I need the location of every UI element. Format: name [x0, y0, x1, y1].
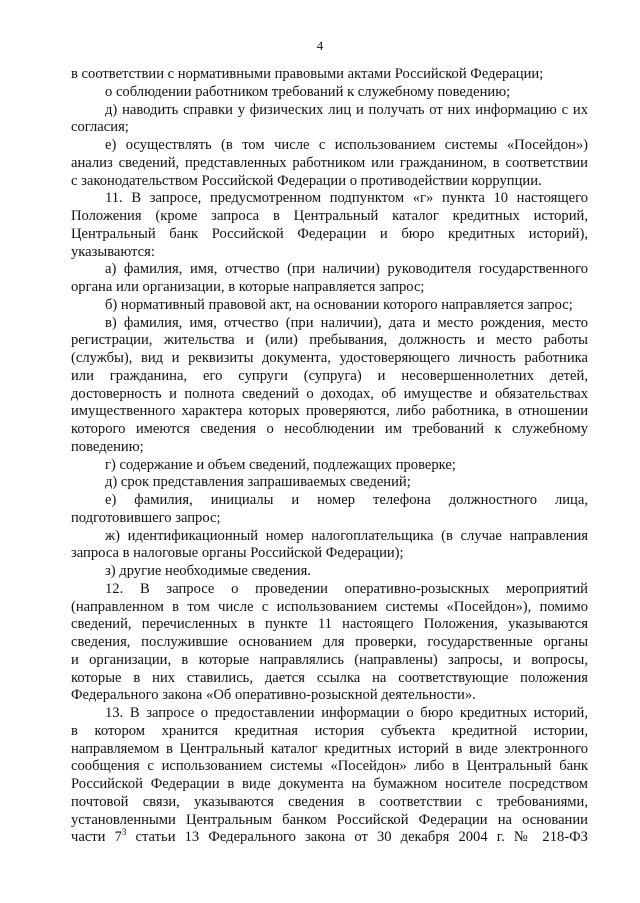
- text-line: Центральный банк Российской Федерации и бюро кредитных историй),: [71, 225, 588, 242]
- text-line: с законодательством Российской Федерации о противодействии коррупции.: [71, 172, 542, 189]
- text-line: б) нормативный правовой акт, на основании которого направляется запрос;: [105, 296, 573, 313]
- text-line: в) фамилия, имя, отчество (при наличии), дата и место рождения, место: [105, 314, 588, 331]
- text-line: органа или организации, в которые направляется запрос;: [71, 279, 425, 295]
- text-line: имущественного характера которых проверяются, либо работника, в отношении: [71, 403, 588, 420]
- text-line: анализ сведений, представленных работником или гражданином, в соответствии: [71, 154, 588, 171]
- text-line: запроса в налоговые органы Российской Федерации);: [71, 545, 404, 562]
- text-line: (направленном в том числе с использованием системы «Посейдон»), помимо: [71, 598, 588, 615]
- body-text: [71, 66, 588, 847]
- text-line: сведений, перечисленных в пункте 11 настоящего Положения, указываются: [71, 616, 588, 633]
- text-line: направляемом в Центральный каталог кредитных историй в виде электронного: [71, 740, 588, 757]
- text-line: поведению;: [71, 438, 144, 455]
- text-line: подготовившего запрос;: [71, 509, 221, 526]
- text-line: согласия;: [71, 119, 129, 136]
- text-line: сведения, послужившие основанием для проверки, государственные органы: [71, 634, 588, 650]
- text-line: ж) идентификационный номер налогоплательщика (в случае направления: [105, 527, 588, 544]
- text-line: 13. В запросе о предоставлении информации о бюро кредитных историй,: [105, 705, 588, 721]
- text-line: почтовой связи, указываются сведения в соответствии с требованиями,: [71, 793, 588, 810]
- text-line: и организации, в которые направлялись (направлены) запросы, и вопросы,: [71, 651, 588, 668]
- text-line: е) фамилия, инициалы и номер телефона должностного лица,: [105, 492, 588, 508]
- text-line: сообщения с использованием системы «Посейдон» либо в Центральный банк: [71, 758, 588, 775]
- text-line: Положения (кроме запроса в Центральный каталог кредитных историй,: [71, 208, 588, 224]
- text-line: з) другие необходимые сведения.: [105, 563, 311, 579]
- text-line: д) наводить справки у физических лиц и получать от них информацию с их: [105, 101, 588, 118]
- text-line: Российской Федерации в виде документа на бумажном носителе посредством: [71, 776, 588, 792]
- text-line: е) осуществлять (в том числе с использованием системы «Посейдон»): [105, 137, 588, 153]
- text-line: 12. В запросе о проведении оперативно-розыскных мероприятий: [105, 580, 588, 597]
- text-line: которые в них ставились, дается ссылка на соответствующие положения: [71, 669, 588, 686]
- text-line: или гражданина, его супруги (супруга) и несовершеннолетних детей,: [71, 367, 588, 384]
- text-line: которого имеются сведения о несоблюдении им требований к служебному: [71, 421, 588, 437]
- text-line: а) фамилия, имя, отчество (при наличии) руководителя государственного: [105, 261, 588, 278]
- text-line: (службы), вид и реквизиты документа, удостоверяющего личность работника: [71, 350, 588, 366]
- text-line: Федерального закона «Об оперативно-розыскной деятельности».: [71, 687, 476, 704]
- text-line: регистрации, жительства и (или) пребывания, должность и место работы: [71, 332, 588, 349]
- text-line: г) содержание и объем сведений, подлежащих проверке;: [105, 456, 456, 473]
- text-line: 11. В запросе, предусмотренном подпунктом «г» пункта 10 настоящего: [105, 190, 588, 207]
- text-line: в соответствии с нормативными правовыми актами Российской Федерации;: [71, 66, 544, 82]
- text-fragment: части 7: [71, 829, 122, 846]
- text-fragment: статьи 13 Федерального закона от 30 декабря 2004 г. № 218-ФЗ: [126, 829, 588, 846]
- text-line: [71, 829, 588, 847]
- text-line: о соблюдении работником требований к служебному поведению;: [105, 83, 511, 100]
- text-line: установленными Центральным банком Российской Федерации на основании: [71, 811, 588, 828]
- text-line: указываются:: [71, 243, 155, 260]
- page-number: 4: [316, 38, 324, 53]
- text-line: д) срок представления запрашиваемых сведений;: [105, 474, 411, 491]
- text-line: в котором хранится кредитная история субъекта кредитной истории,: [71, 722, 588, 739]
- text-line: достоверность и полнота сведений о доходах, об имуществе и обязательствах: [71, 385, 588, 402]
- superscript: 3: [121, 827, 127, 838]
